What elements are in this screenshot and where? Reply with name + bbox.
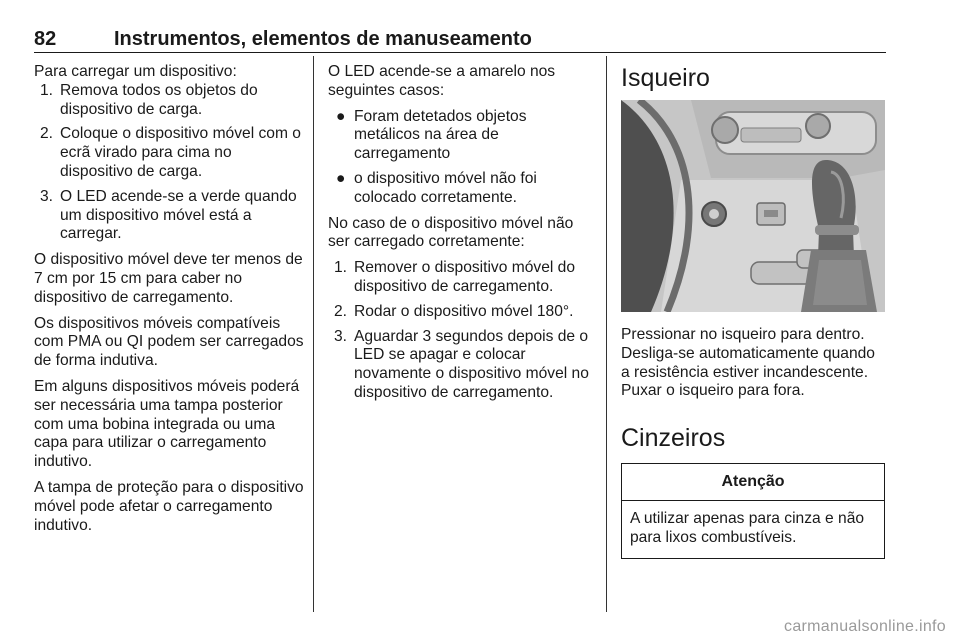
column-divider [313, 56, 314, 612]
watermark: carmanualsonline.info [784, 618, 946, 635]
list-item: ● Foram detetados objetos metálicos na área de carregamento [336, 107, 527, 163]
paragraph: Pressionar no isqueiro para dentro. [621, 326, 865, 343]
warning-title: Atenção [622, 464, 884, 501]
page-title: Instrumentos, elementos de manuseamento [114, 28, 532, 50]
incorrect-intro: No caso de o dispositivo móvel não ser carregado corretamente: [328, 214, 574, 251]
paragraph: O dispositivo móvel deve ter menos de 7 cm por 15 cm para caber no dispositivo de carregamento. [34, 251, 303, 306]
list-item: 1. Remova todos os objetos do dispositivo de carga. [40, 81, 258, 118]
paragraph: Desliga-se automaticamente quando a resistência estiver incandescente. [621, 344, 875, 381]
warning-text: A utilizar apenas para cinza e não para lixos combustíveis. [630, 510, 865, 546]
paragraph: A tampa de proteção para o dispositivo móvel pode afetar o carregamento indutivo. [34, 478, 304, 534]
list-item: ● o dispositivo móvel não foi colocado corretamente. [336, 169, 537, 206]
warning-box [621, 463, 885, 559]
led-cases-list [328, 108, 594, 208]
cinzeiros-heading: Cinzeiros [621, 424, 726, 453]
list-item: 2. Rodar o dispositivo móvel 180°. [334, 302, 574, 320]
charging-intro: Para carregar um dispositivo: [34, 63, 237, 80]
led-intro: O LED acende-se a amarelo nos seguintes casos: [328, 63, 556, 99]
list-item: 3. O LED acende-se a verde quando um dispositivo móvel está a carregar. [40, 187, 297, 243]
column-divider [606, 56, 607, 612]
paragraph: Os dispositivos móveis compatíveis com PMA ou QI podem ser carregados de forma indutiva. [34, 314, 304, 370]
page-number: 82 [34, 28, 57, 50]
page-header [34, 26, 886, 53]
paragraph: Puxar o isqueiro para fora. [621, 382, 805, 400]
paragraph: Em alguns dispositivos móveis poderá ser necessária uma tampa posterior com uma bobina integrada ou uma capa para utilizar o carregamento indutivo. [34, 377, 300, 471]
column-3 [621, 63, 887, 559]
isqueiro-text [621, 326, 887, 401]
list-item: 2. Coloque o dispositivo móvel com o ecrã virado para cima no dispositivo de carga. [40, 125, 301, 180]
isqueiro-heading: Isqueiro [621, 64, 710, 92]
list-item: 1. Remover o dispositivo móvel do dispositivo de carregamento. [334, 259, 576, 295]
charging-steps [34, 82, 304, 244]
column-1 [34, 63, 304, 542]
incorrect-steps [328, 259, 594, 403]
column-2 [328, 63, 594, 410]
list-item: 3. Aguardar 3 segundos depois de o LED se apagar e colocar novamente o dispositivo móvel no dispositivo de carregamento. [334, 327, 589, 401]
cigarette-lighter-photo [621, 100, 885, 312]
